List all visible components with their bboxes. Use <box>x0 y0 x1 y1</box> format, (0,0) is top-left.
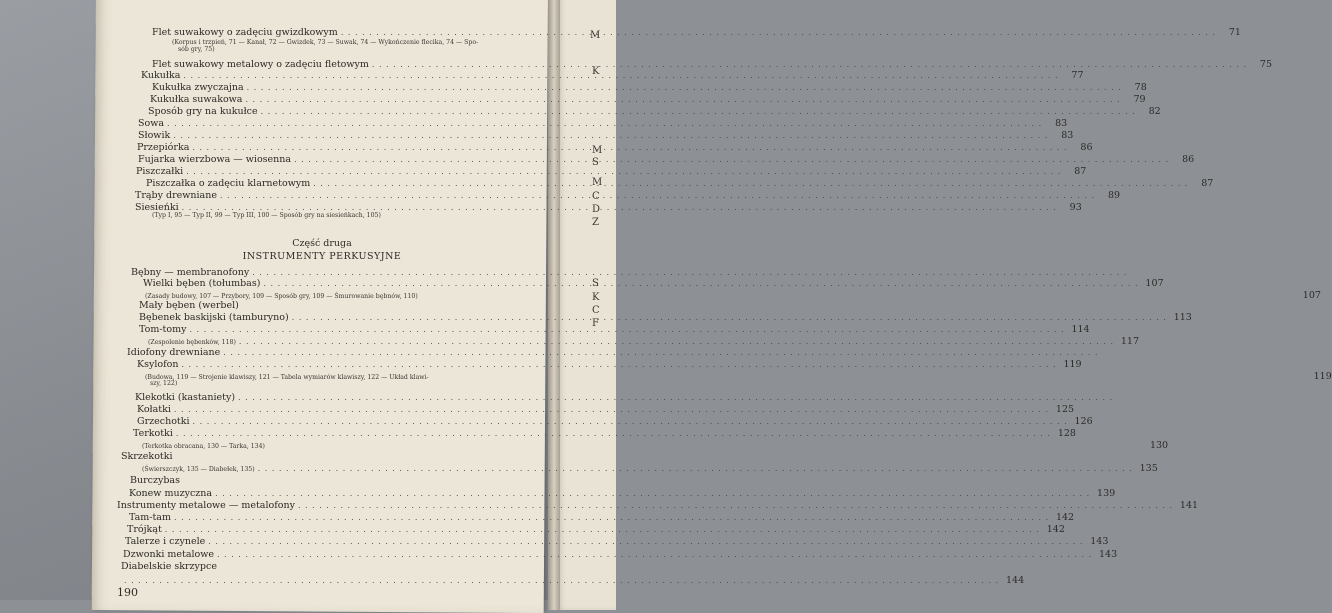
toc-entry-label: Siesieńki <box>135 202 179 213</box>
facing-page-fragment: S <box>592 278 599 289</box>
leader-dots <box>167 119 1042 128</box>
toc-entry-page: 114 <box>1071 324 1090 335</box>
leader-dots <box>247 83 1122 92</box>
toc-entry-page: 130 <box>1149 440 1169 451</box>
toc-entry-label: Tam-tam <box>129 512 171 523</box>
leader-dots <box>124 576 999 585</box>
toc-note: (Świerszczyk, 135 — Diabełek, 135) <box>142 466 255 473</box>
toc-entry-page: 89 <box>1107 190 1121 201</box>
page-number: 190 <box>117 586 138 599</box>
leader-dots <box>220 191 1095 200</box>
leader-dots <box>208 537 1083 546</box>
toc-entry-page: 126 <box>1074 416 1093 427</box>
leader-dots <box>183 71 1058 80</box>
toc-entry <box>139 324 1090 335</box>
leader-dots <box>189 325 1064 334</box>
leader-dots <box>238 393 1113 402</box>
toc-note: (Terkotka obracana, 130 — Tarka, 134) <box>142 443 265 450</box>
leader-dots <box>223 348 1098 357</box>
toc-entry-page: 93 <box>1069 202 1082 213</box>
leader-dots <box>294 155 1169 164</box>
toc-entry-label: Sowa <box>138 118 165 129</box>
toc-entry <box>148 106 1161 117</box>
toc-entry-page: 78 <box>1134 82 1147 93</box>
toc-entry <box>152 82 1147 93</box>
toc-entry-page: 79 <box>1133 94 1146 105</box>
leader-dots <box>174 513 1049 522</box>
toc-entry <box>131 267 504 278</box>
toc-entry-label: Instrumenty metalowe — metalofony <box>117 500 295 511</box>
toc-entry-label: Tom-tomy <box>139 324 187 335</box>
leader-dots <box>341 28 1216 37</box>
toc-entry-label: Idiofony drewniane <box>127 347 221 358</box>
leader-dots <box>298 501 1173 510</box>
toc-entry <box>117 500 1199 511</box>
toc-note: szy, 122) <box>150 380 178 387</box>
leader-dots <box>217 550 1092 559</box>
leader-dots <box>176 429 1051 438</box>
facing-page-fragment: C <box>592 191 600 202</box>
toc-entry <box>138 154 1195 165</box>
leader-dots <box>372 60 1247 69</box>
toc-entry <box>123 549 1118 560</box>
toc-entry-label: Dzwonki metalowe <box>123 549 215 560</box>
toc-entry <box>141 70 1084 81</box>
toc-note-row <box>142 463 1158 474</box>
toc-entry-label: Bębenek baskijski (tamburyno) <box>139 312 289 323</box>
leader-dots <box>258 464 1133 473</box>
toc-entry <box>137 404 1075 415</box>
facing-page-fragment: K <box>592 292 600 303</box>
leader-dots <box>245 95 1120 104</box>
leader-dots <box>252 268 1127 277</box>
facing-page-fragment: M <box>590 30 601 41</box>
toc-entry-page: 125 <box>1055 404 1075 415</box>
toc-entry <box>137 142 1093 153</box>
toc-entry-page: 143 <box>1099 549 1118 560</box>
toc-entry-label: Mały bęben (werbel) <box>139 300 239 311</box>
part-title: Część druga <box>292 238 352 249</box>
toc-entry <box>146 178 1214 189</box>
toc-entry-label: Skrzekotki <box>121 451 173 462</box>
toc-entry-page: 83 <box>1055 118 1068 129</box>
toc-entry <box>121 451 504 462</box>
toc-entry-page: 142 <box>1055 512 1075 523</box>
toc-entry-label: Fujarka wierzbowa — wiosenna <box>138 154 292 165</box>
part-subtitle: INSTRUMENTY PERKUSYJNE <box>242 251 402 262</box>
toc-entry-label: Wielki bęben (tołumbas) <box>143 278 261 289</box>
toc-entry-page: 143 <box>1090 536 1109 547</box>
facing-page-fragment: F <box>592 318 599 329</box>
toc-entry-page: 144 <box>1005 575 1025 586</box>
toc-entry <box>138 130 1074 141</box>
toc-note: (Typ I, 95 — Typ II, 99 — Typ III, 100 — Sposób gry na siesieńkach, 105) <box>152 212 381 219</box>
toc-entry-label: Talerze i czynele <box>125 536 206 547</box>
leader-dots <box>261 107 1136 116</box>
toc-entry <box>129 512 1075 523</box>
toc-entry-label: Piszczałka o zadęciu klarnetowym <box>146 178 311 189</box>
leader-dots <box>193 417 1068 426</box>
toc-note: sób gry, 75) <box>178 46 215 53</box>
leader-dots <box>173 131 1048 140</box>
toc-entry-label: Kukułka <box>141 70 181 81</box>
toc-entry-label: Kołatki <box>137 404 171 415</box>
toc-entry-label: Przepiórka <box>137 142 190 153</box>
toc-entry <box>152 59 1272 70</box>
leader-dots <box>165 525 1040 534</box>
toc-entry-label: Konew muzyczna <box>129 488 213 499</box>
toc-entry-label: Flet suwakowy o zadęciu gwizdkowym <box>152 27 338 38</box>
facing-page-fragment: C <box>592 305 600 316</box>
leader-dots <box>186 167 1061 176</box>
toc-entry-label: Piszczałki <box>136 166 184 177</box>
facing-page-fragment: Z <box>592 217 599 228</box>
toc-entry <box>135 392 504 403</box>
toc-entry-label: Diabelskie skrzypce <box>121 561 217 572</box>
leader-dots <box>215 489 1090 498</box>
toc-entry-label: Sposób gry na kukułce <box>148 106 258 117</box>
facing-page-fragment: S <box>592 157 599 168</box>
toc-note: (Zespolenie bębenków, 118) <box>148 339 236 346</box>
toc-entry <box>133 428 1076 439</box>
toc-entry-page: 119 <box>1313 371 1332 382</box>
toc-note: (Zasady budowy, 107 — Przybory, 109 — Sposób gry, 109 — Śmurowanie bębnów, 110) <box>145 293 418 300</box>
toc-entry-page: 87 <box>1201 178 1214 189</box>
leader-dots <box>313 179 1188 188</box>
toc-entry-label: Terkotki <box>133 428 173 439</box>
toc-entry-page: 107 <box>1145 278 1164 289</box>
toc-entry-label: Trąby drewniane <box>135 190 217 201</box>
toc-entry-page: 75 <box>1259 59 1272 70</box>
toc-entry <box>152 27 1241 38</box>
toc-entry-page: 86 <box>1182 154 1195 165</box>
leader-dots <box>182 203 1057 212</box>
toc-entry-label: Kukułka suwakowa <box>150 94 243 105</box>
toc-entry-page: 87 <box>1074 166 1087 177</box>
toc-entry-page: 113 <box>1173 312 1192 323</box>
toc-note-row <box>148 336 1140 347</box>
toc-entry-page: 86 <box>1080 142 1093 153</box>
toc-entry <box>138 118 1068 129</box>
toc-entry <box>150 94 1146 105</box>
toc-entry-page: 117 <box>1120 336 1140 347</box>
toc-entry-label: Grzechotki <box>137 416 190 427</box>
toc-entry <box>135 190 1121 201</box>
leader-dots <box>239 337 1114 346</box>
toc-entry <box>127 524 1065 535</box>
facing-page-fragment: D <box>592 204 601 215</box>
toc-entry-page: 139 <box>1097 488 1116 499</box>
toc-entry-label: Burczybas <box>130 475 180 486</box>
toc-entry-page: 135 <box>1139 463 1158 474</box>
toc-entry <box>125 536 1109 547</box>
toc-entry <box>121 561 504 572</box>
toc-note: (Budowa, 119 — Strojenie klawiszy, 121 — Tabela wymiarów klawiszy, 122 — Układ klawi- <box>145 374 429 381</box>
toc-note-row <box>145 371 1332 382</box>
toc-entry <box>139 300 504 311</box>
toc-entry-page: 107 <box>1302 290 1321 301</box>
facing-page-fragment: K <box>592 66 600 77</box>
facing-page-fragment: M <box>592 177 603 188</box>
toc-entry-page: 142 <box>1046 524 1065 535</box>
toc-entry-page: 77 <box>1071 70 1084 81</box>
leader-dots <box>174 405 1049 414</box>
toc-entry <box>130 475 504 486</box>
toc-entry-continuation <box>121 575 1025 586</box>
toc-entry-page: 82 <box>1148 106 1161 117</box>
toc-note: (Korpus i trzpień, 71 — Kanał, 72 — Gwizdek, 73 — Suwak, 74 — Wykończenie flecika, 74 — Spo- <box>172 39 479 46</box>
toc-entry-label: Słowik <box>138 130 171 141</box>
toc-entry <box>137 359 1082 370</box>
toc-entry <box>143 278 1164 289</box>
toc-entry-label: Klekotki (kastaniety) <box>135 392 236 403</box>
toc-entry-label: Ksylofon <box>137 359 179 370</box>
leader-dots <box>192 143 1067 152</box>
toc-entry <box>129 488 1116 499</box>
leader-dots <box>181 360 1056 369</box>
facing-page-fragment: M <box>592 145 603 156</box>
toc-entry-page: 83 <box>1061 130 1074 141</box>
toc-entry-label: Bębny — membranofony <box>131 267 250 278</box>
toc-entry-page: 119 <box>1063 359 1082 370</box>
toc-entry <box>137 416 1093 427</box>
toc-note-row <box>142 440 1169 451</box>
toc-entry <box>139 312 1192 323</box>
toc-entry-page: 128 <box>1057 428 1076 439</box>
toc-entry-page: 71 <box>1228 27 1241 38</box>
toc-entry <box>127 347 504 358</box>
leader-dots <box>292 313 1167 322</box>
toc-entry-label: Kukułka zwyczajna <box>152 82 244 93</box>
leader-dots <box>263 279 1138 288</box>
toc-entry-label: Flet suwakowy metalowy o zadęciu fletowym <box>152 59 369 70</box>
toc-entry <box>136 166 1087 177</box>
toc-entry-label: Trójkąt <box>127 524 162 535</box>
toc-entry-page: 141 <box>1179 500 1199 511</box>
